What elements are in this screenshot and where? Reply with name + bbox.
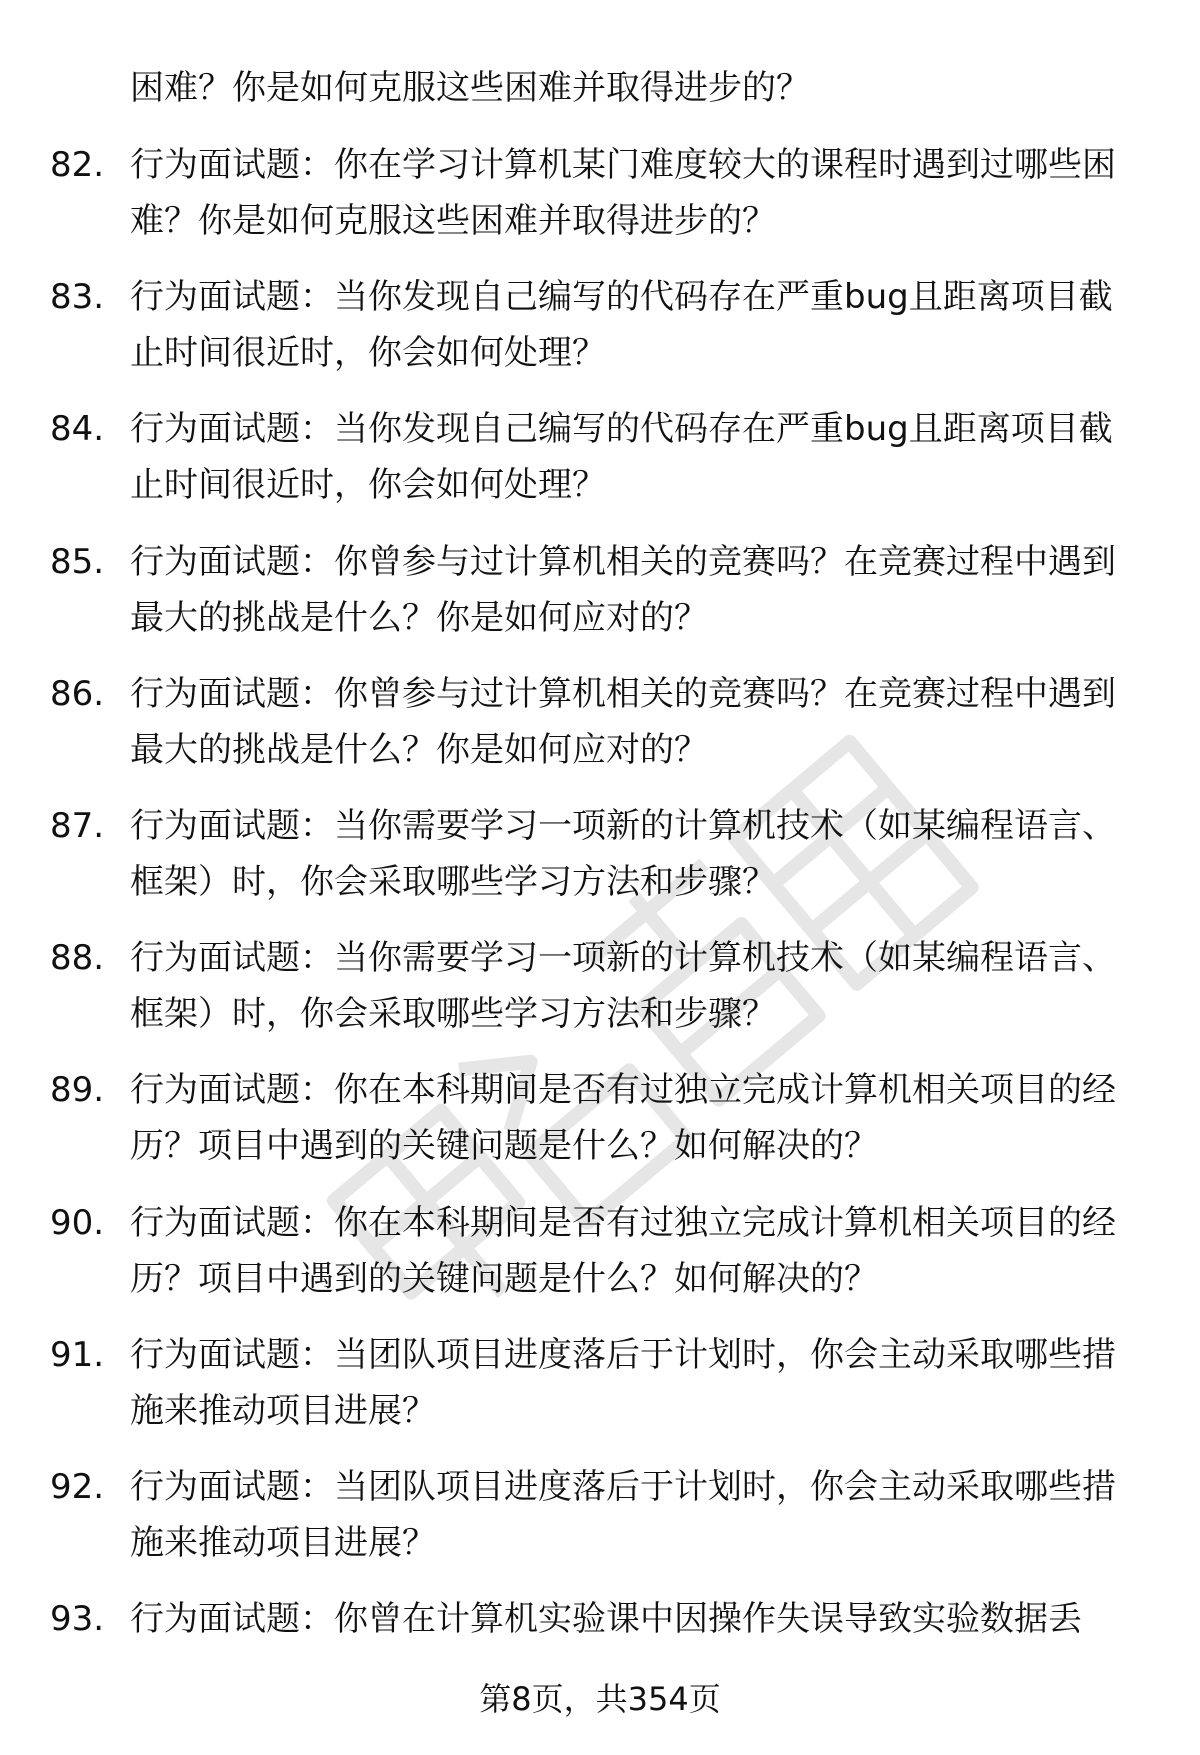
question-item bbox=[0, 1459, 1200, 1591]
page-footer: 第8页，共354页 bbox=[479, 1680, 721, 1718]
question-number: 82. bbox=[50, 145, 105, 185]
question-text: 行为面试题：当团队项目进度落后于计划时，你会主动采取哪些措施来推动项目进展？ bbox=[130, 1466, 1116, 1563]
question-text: 行为面试题：你在本科期间是否有过独立完成计算机相关项目的经历？项目中遇到的关键问题是什么？如何解决的？ bbox=[130, 1202, 1116, 1299]
question-item bbox=[0, 930, 1200, 1062]
question-text: 行为面试题：当你需要学习一项新的计算机技术（如某编程语言、框架）时，你会采取哪些学习方法和步骤？ bbox=[130, 805, 1116, 902]
question-number: 90. bbox=[50, 1202, 105, 1243]
question-number: 93. bbox=[50, 1599, 105, 1640]
question-number: 89. bbox=[50, 1070, 105, 1111]
question-text: 行为面试题：你曾在计算机实验课中因操作失误导致实验数据丢 bbox=[130, 1599, 1082, 1640]
continuation-text: 困难？你是如何克服这些困难并取得进步的？ bbox=[130, 68, 810, 108]
question-item bbox=[0, 534, 1200, 666]
question-list bbox=[0, 137, 1200, 1723]
question-number: 86. bbox=[50, 673, 105, 714]
question-number: 88. bbox=[50, 938, 105, 979]
question-item bbox=[0, 1195, 1200, 1327]
question-text: 行为面试题：你曾参与过计算机相关的竞赛吗？在竞赛过程中遇到最大的挑战是什么？你是如何应对的？ bbox=[130, 541, 1116, 638]
question-number: 92. bbox=[50, 1466, 105, 1507]
question-number: 83. bbox=[50, 277, 105, 318]
question-text: 行为面试题：当你发现自己编写的代码存在严重bug且距离项目截止时间很近时，你会如何处理？ bbox=[130, 409, 1113, 506]
question-item bbox=[0, 401, 1200, 533]
question-text: 行为面试题：当你需要学习一项新的计算机技术（如某编程语言、框架）时，你会采取哪些学习方法和步骤？ bbox=[130, 938, 1116, 1035]
question-item bbox=[0, 269, 1200, 401]
question-item bbox=[0, 1327, 1200, 1459]
question-text: 行为面试题：你在学习计算机某门难度较大的课程时遇到过哪些困难？你是如何克服这些困难并取得进步的？ bbox=[130, 145, 1116, 241]
question-text: 行为面试题：你在本科期间是否有过独立完成计算机相关项目的经历？项目中遇到的关键问题是什么？如何解决的？ bbox=[130, 1070, 1116, 1167]
question-item bbox=[0, 1062, 1200, 1194]
question-number: 91. bbox=[50, 1334, 105, 1375]
question-item bbox=[0, 137, 1200, 269]
question-text: 行为面试题：当团队项目进度落后于计划时，你会主动采取哪些措施来推动项目进展？ bbox=[130, 1334, 1116, 1431]
question-number: 84. bbox=[50, 409, 105, 450]
question-item bbox=[0, 666, 1200, 798]
question-text: 行为面试题：你曾参与过计算机相关的竞赛吗？在竞赛过程中遇到最大的挑战是什么？你是如何应对的？ bbox=[130, 673, 1116, 770]
question-text: 行为面试题：当你发现自己编写的代码存在严重bug且距离项目截止时间很近时，你会如何处理？ bbox=[130, 277, 1113, 374]
question-item bbox=[0, 798, 1200, 930]
question-number: 85. bbox=[50, 541, 105, 582]
question-number: 87. bbox=[50, 805, 105, 846]
